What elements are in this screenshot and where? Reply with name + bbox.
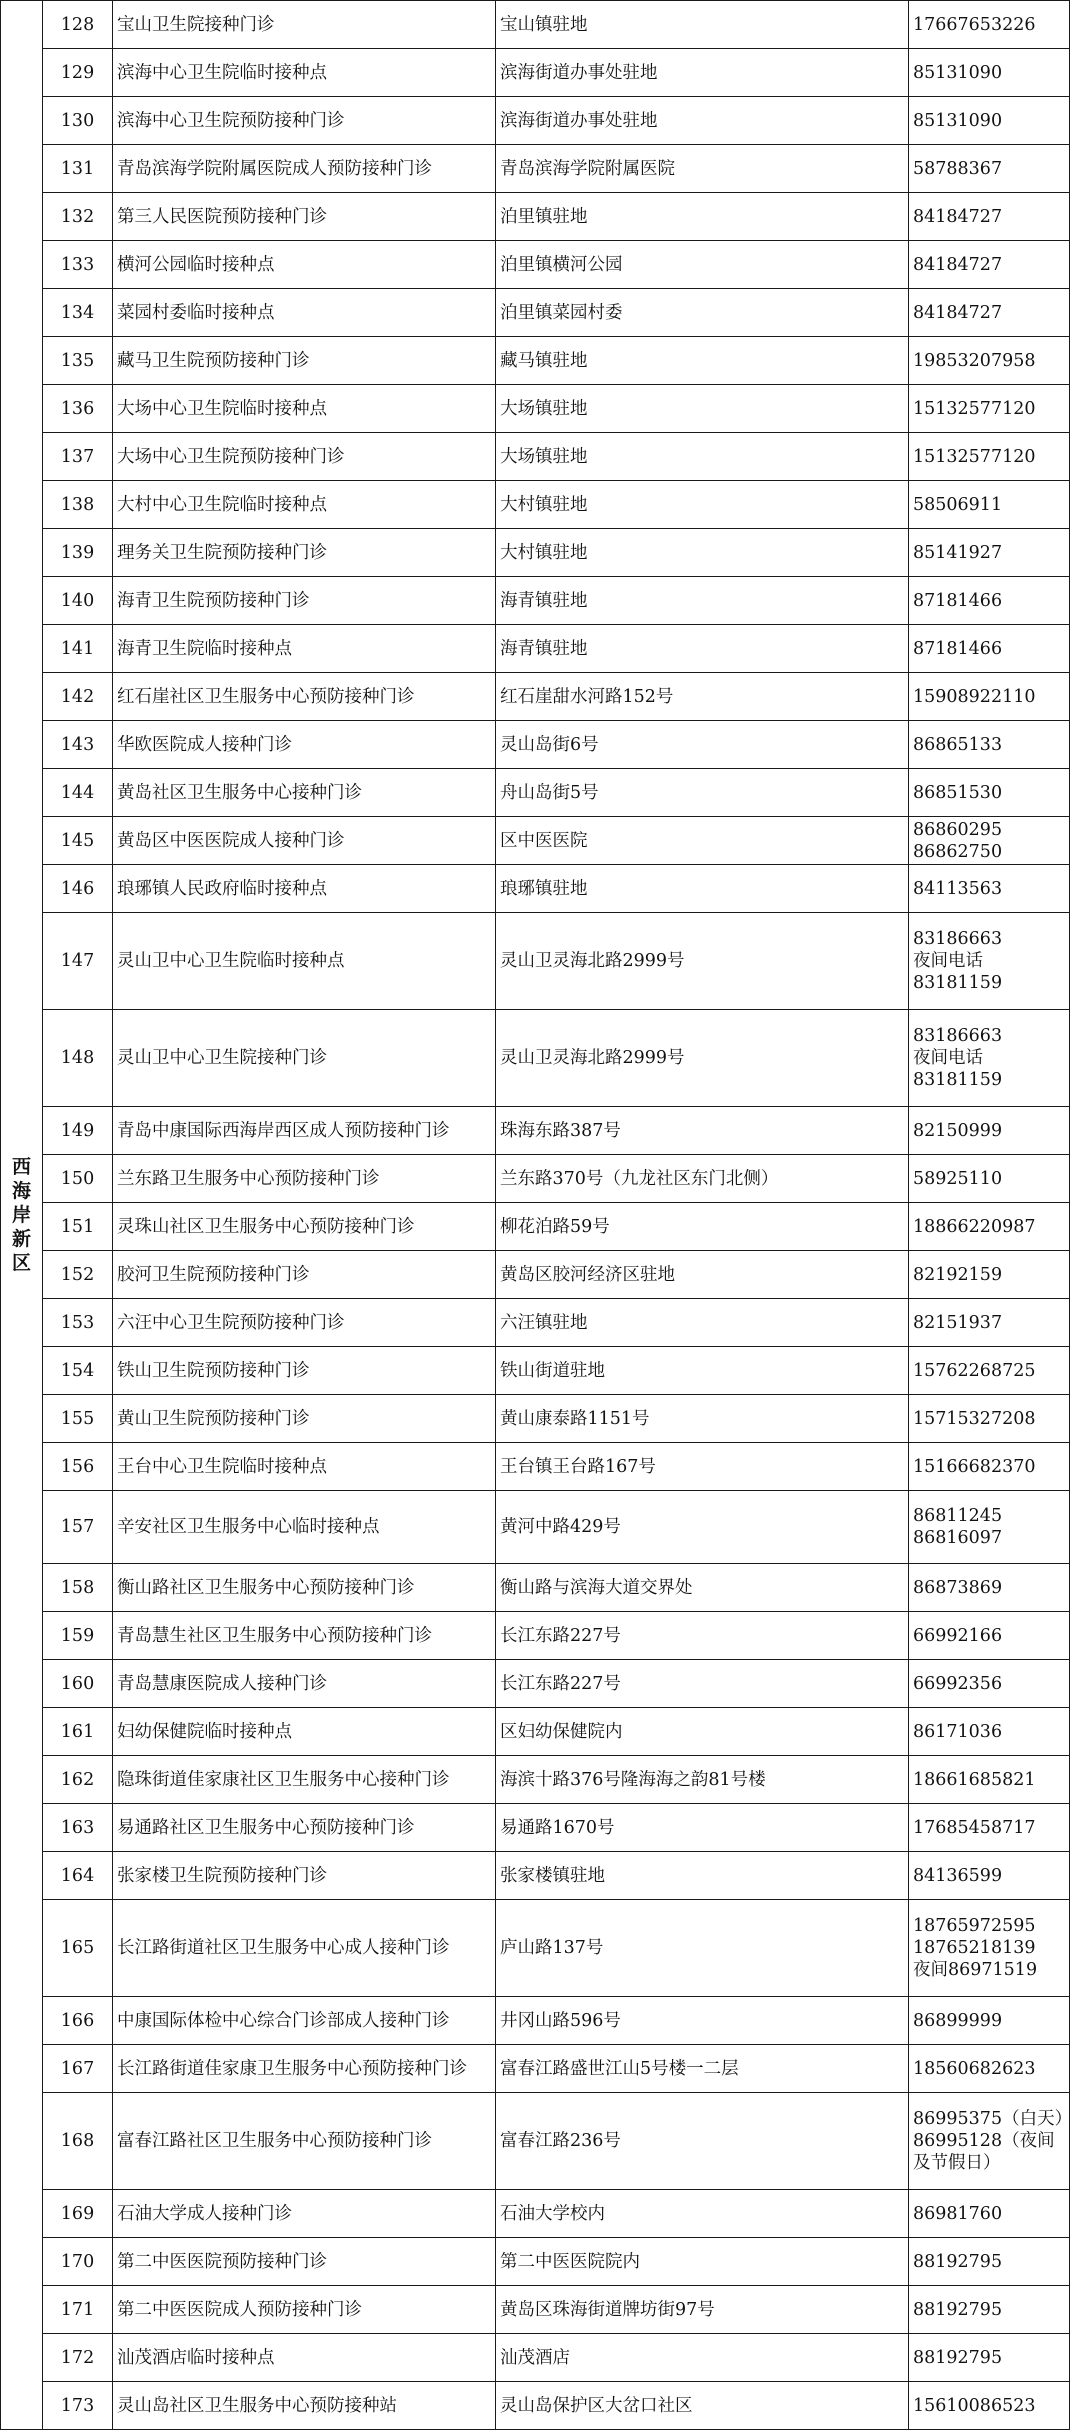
row-number-cell: 138 bbox=[43, 481, 113, 529]
table-row bbox=[1, 1155, 1070, 1203]
phone-cell: 84184727 bbox=[909, 289, 1070, 337]
address-cell: 海滨十路376号隆海海之韵81号楼 bbox=[496, 1756, 909, 1804]
address-cell: 柳花泊路59号 bbox=[496, 1203, 909, 1251]
site-name-cell: 滨海中心卫生院预防接种门诊 bbox=[113, 97, 496, 145]
row-number-cell: 160 bbox=[43, 1660, 113, 1708]
site-name-cell: 理务关卫生院预防接种门诊 bbox=[113, 529, 496, 577]
phone-cell: 58788367 bbox=[909, 145, 1070, 193]
site-name-cell: 青岛慧生社区卫生服务中心预防接种门诊 bbox=[113, 1612, 496, 1660]
table-row bbox=[1, 193, 1070, 241]
site-name-cell: 大场中心卫生院临时接种点 bbox=[113, 385, 496, 433]
phone-cell: 85131090 bbox=[909, 97, 1070, 145]
site-name-cell: 石油大学成人接种门诊 bbox=[113, 2190, 496, 2238]
table-row bbox=[1, 1660, 1070, 1708]
row-number-cell: 152 bbox=[43, 1251, 113, 1299]
region-cell: 西海岸新区 bbox=[1, 1, 43, 2430]
address-cell: 黄岛区胶河经济区驻地 bbox=[496, 1251, 909, 1299]
row-number-cell: 139 bbox=[43, 529, 113, 577]
phone-cell: 86981760 bbox=[909, 2190, 1070, 2238]
address-cell: 长江东路227号 bbox=[496, 1660, 909, 1708]
site-name-cell: 大场中心卫生院预防接种门诊 bbox=[113, 433, 496, 481]
row-number-cell: 168 bbox=[43, 2093, 113, 2190]
phone-cell: 58925110 bbox=[909, 1155, 1070, 1203]
address-cell: 铁山街道驻地 bbox=[496, 1347, 909, 1395]
site-name-cell: 第二中医医院成人预防接种门诊 bbox=[113, 2286, 496, 2334]
site-name-cell: 黄岛社区卫生服务中心接种门诊 bbox=[113, 769, 496, 817]
table-row bbox=[1, 1491, 1070, 1564]
table-row bbox=[1, 577, 1070, 625]
address-cell: 黄山康泰路1151号 bbox=[496, 1395, 909, 1443]
table-row bbox=[1, 337, 1070, 385]
table-row bbox=[1, 673, 1070, 721]
address-cell: 红石崖甜水河路152号 bbox=[496, 673, 909, 721]
address-cell: 区妇幼保健院内 bbox=[496, 1708, 909, 1756]
address-cell: 珠海东路387号 bbox=[496, 1107, 909, 1155]
row-number-cell: 173 bbox=[43, 2382, 113, 2430]
row-number-cell: 151 bbox=[43, 1203, 113, 1251]
site-name-cell: 张家楼卫生院预防接种门诊 bbox=[113, 1852, 496, 1900]
row-number-cell: 155 bbox=[43, 1395, 113, 1443]
row-number-cell: 128 bbox=[43, 1, 113, 49]
phone-cell: 86865133 bbox=[909, 721, 1070, 769]
site-name-cell: 灵珠山社区卫生服务中心预防接种门诊 bbox=[113, 1203, 496, 1251]
phone-cell: 83186663 夜间电话 83181159 bbox=[909, 913, 1070, 1010]
row-number-cell: 143 bbox=[43, 721, 113, 769]
phone-cell: 86171036 bbox=[909, 1708, 1070, 1756]
site-name-cell: 兰东路卫生服务中心预防接种门诊 bbox=[113, 1155, 496, 1203]
table-row bbox=[1, 49, 1070, 97]
phone-cell: 15132577120 bbox=[909, 433, 1070, 481]
row-number-cell: 165 bbox=[43, 1900, 113, 1997]
row-number-cell: 136 bbox=[43, 385, 113, 433]
phone-cell: 88192795 bbox=[909, 2334, 1070, 2382]
address-cell: 滨海街道办事处驻地 bbox=[496, 97, 909, 145]
phone-cell: 17667653226 bbox=[909, 1, 1070, 49]
site-name-cell: 王台中心卫生院临时接种点 bbox=[113, 1443, 496, 1491]
site-name-cell: 红石崖社区卫生服务中心预防接种门诊 bbox=[113, 673, 496, 721]
site-name-cell: 横河公园临时接种点 bbox=[113, 241, 496, 289]
row-number-cell: 166 bbox=[43, 1997, 113, 2045]
site-name-cell: 中康国际体检中心综合门诊部成人接种门诊 bbox=[113, 1997, 496, 2045]
phone-cell: 88192795 bbox=[909, 2286, 1070, 2334]
phone-cell: 82151937 bbox=[909, 1299, 1070, 1347]
site-name-cell: 妇幼保健院临时接种点 bbox=[113, 1708, 496, 1756]
phone-cell: 82150999 bbox=[909, 1107, 1070, 1155]
site-name-cell: 海青卫生院预防接种门诊 bbox=[113, 577, 496, 625]
table-row bbox=[1, 1010, 1070, 1107]
table-row bbox=[1, 529, 1070, 577]
site-name-cell: 青岛滨海学院附属医院成人预防接种门诊 bbox=[113, 145, 496, 193]
table-row bbox=[1, 145, 1070, 193]
table-row bbox=[1, 1900, 1070, 1997]
address-cell: 兰东路370号（九龙社区东门北侧） bbox=[496, 1155, 909, 1203]
row-number-cell: 158 bbox=[43, 1564, 113, 1612]
table-row bbox=[1, 2190, 1070, 2238]
row-number-cell: 132 bbox=[43, 193, 113, 241]
row-number-cell: 172 bbox=[43, 2334, 113, 2382]
address-cell: 衡山路与滨海大道交界处 bbox=[496, 1564, 909, 1612]
row-number-cell: 171 bbox=[43, 2286, 113, 2334]
table-row bbox=[1, 2238, 1070, 2286]
site-name-cell: 青岛中康国际西海岸西区成人预防接种门诊 bbox=[113, 1107, 496, 1155]
row-number-cell: 153 bbox=[43, 1299, 113, 1347]
table-row bbox=[1, 97, 1070, 145]
site-name-cell: 六汪中心卫生院预防接种门诊 bbox=[113, 1299, 496, 1347]
address-cell: 舟山岛街5号 bbox=[496, 769, 909, 817]
site-name-cell: 第二中医医院预防接种门诊 bbox=[113, 2238, 496, 2286]
row-number-cell: 146 bbox=[43, 865, 113, 913]
table-row bbox=[1, 865, 1070, 913]
site-name-cell: 富春江路社区卫生服务中心预防接种门诊 bbox=[113, 2093, 496, 2190]
address-cell: 六汪镇驻地 bbox=[496, 1299, 909, 1347]
table-row bbox=[1, 1251, 1070, 1299]
address-cell: 海青镇驻地 bbox=[496, 577, 909, 625]
address-cell: 灵山岛街6号 bbox=[496, 721, 909, 769]
row-number-cell: 150 bbox=[43, 1155, 113, 1203]
row-number-cell: 149 bbox=[43, 1107, 113, 1155]
phone-cell: 87181466 bbox=[909, 577, 1070, 625]
site-name-cell: 灵山卫中心卫生院临时接种点 bbox=[113, 913, 496, 1010]
phone-cell: 86811245 86816097 bbox=[909, 1491, 1070, 1564]
table-row bbox=[1, 289, 1070, 337]
phone-cell: 66992356 bbox=[909, 1660, 1070, 1708]
table-row bbox=[1, 433, 1070, 481]
site-name-cell: 琅琊镇人民政府临时接种点 bbox=[113, 865, 496, 913]
site-name-cell: 隐珠街道佳家康社区卫生服务中心接种门诊 bbox=[113, 1756, 496, 1804]
table-row bbox=[1, 2045, 1070, 2093]
table-row bbox=[1, 1804, 1070, 1852]
site-name-cell: 汕茂酒店临时接种点 bbox=[113, 2334, 496, 2382]
table-body bbox=[1, 1, 1070, 2430]
site-name-cell: 海青卫生院临时接种点 bbox=[113, 625, 496, 673]
phone-cell: 86873869 bbox=[909, 1564, 1070, 1612]
table-row bbox=[1, 1395, 1070, 1443]
row-number-cell: 137 bbox=[43, 433, 113, 481]
address-cell: 张家楼镇驻地 bbox=[496, 1852, 909, 1900]
address-cell: 富春江路236号 bbox=[496, 2093, 909, 2190]
phone-cell: 15132577120 bbox=[909, 385, 1070, 433]
row-number-cell: 135 bbox=[43, 337, 113, 385]
address-cell: 富春江路盛世江山5号楼一二层 bbox=[496, 2045, 909, 2093]
site-name-cell: 藏马卫生院预防接种门诊 bbox=[113, 337, 496, 385]
row-number-cell: 140 bbox=[43, 577, 113, 625]
phone-cell: 88192795 bbox=[909, 2238, 1070, 2286]
phone-cell: 83186663 夜间电话 83181159 bbox=[909, 1010, 1070, 1107]
table-row bbox=[1, 1612, 1070, 1660]
address-cell: 灵山卫灵海北路2999号 bbox=[496, 1010, 909, 1107]
row-number-cell: 159 bbox=[43, 1612, 113, 1660]
phone-cell: 87181466 bbox=[909, 625, 1070, 673]
address-cell: 大村镇驻地 bbox=[496, 529, 909, 577]
row-number-cell: 131 bbox=[43, 145, 113, 193]
phone-cell: 86851530 bbox=[909, 769, 1070, 817]
site-name-cell: 第三人民医院预防接种门诊 bbox=[113, 193, 496, 241]
table-row bbox=[1, 1852, 1070, 1900]
table-row bbox=[1, 2382, 1070, 2430]
table-row bbox=[1, 769, 1070, 817]
phone-cell: 18661685821 bbox=[909, 1756, 1070, 1804]
table-row bbox=[1, 625, 1070, 673]
site-name-cell: 黄山卫生院预防接种门诊 bbox=[113, 1395, 496, 1443]
row-number-cell: 148 bbox=[43, 1010, 113, 1107]
address-cell: 灵山岛保护区大岔口社区 bbox=[496, 2382, 909, 2430]
table-row bbox=[1, 1443, 1070, 1491]
table-row bbox=[1, 2286, 1070, 2334]
row-number-cell: 130 bbox=[43, 97, 113, 145]
site-name-cell: 长江路街道佳家康卫生服务中心预防接种门诊 bbox=[113, 2045, 496, 2093]
phone-cell: 86899999 bbox=[909, 1997, 1070, 2045]
site-name-cell: 菜园村委临时接种点 bbox=[113, 289, 496, 337]
table-row bbox=[1, 1203, 1070, 1251]
phone-cell: 15166682370 bbox=[909, 1443, 1070, 1491]
address-cell: 大村镇驻地 bbox=[496, 481, 909, 529]
table-row bbox=[1, 721, 1070, 769]
phone-cell: 15715327208 bbox=[909, 1395, 1070, 1443]
table-row bbox=[1, 1299, 1070, 1347]
phone-cell: 85131090 bbox=[909, 49, 1070, 97]
site-name-cell: 易通路社区卫生服务中心预防接种门诊 bbox=[113, 1804, 496, 1852]
phone-cell: 15762268725 bbox=[909, 1347, 1070, 1395]
phone-cell: 17685458717 bbox=[909, 1804, 1070, 1852]
row-number-cell: 167 bbox=[43, 2045, 113, 2093]
table-row bbox=[1, 1756, 1070, 1804]
phone-cell: 84136599 bbox=[909, 1852, 1070, 1900]
address-cell: 石油大学校内 bbox=[496, 2190, 909, 2238]
site-name-cell: 铁山卫生院预防接种门诊 bbox=[113, 1347, 496, 1395]
address-cell: 黄河中路429号 bbox=[496, 1491, 909, 1564]
phone-cell: 15908922110 bbox=[909, 673, 1070, 721]
site-name-cell: 灵山岛社区卫生服务中心预防接种站 bbox=[113, 2382, 496, 2430]
address-cell: 海青镇驻地 bbox=[496, 625, 909, 673]
address-cell: 青岛滨海学院附属医院 bbox=[496, 145, 909, 193]
table-row bbox=[1, 817, 1070, 865]
row-number-cell: 129 bbox=[43, 49, 113, 97]
address-cell: 区中医医院 bbox=[496, 817, 909, 865]
address-cell: 藏马镇驻地 bbox=[496, 337, 909, 385]
table-row bbox=[1, 1347, 1070, 1395]
site-name-cell: 大村中心卫生院临时接种点 bbox=[113, 481, 496, 529]
site-name-cell: 胶河卫生院预防接种门诊 bbox=[113, 1251, 496, 1299]
phone-cell: 66992166 bbox=[909, 1612, 1070, 1660]
address-cell: 琅琊镇驻地 bbox=[496, 865, 909, 913]
table-row bbox=[1, 1997, 1070, 2045]
phone-cell: 84184727 bbox=[909, 241, 1070, 289]
row-number-cell: 142 bbox=[43, 673, 113, 721]
phone-cell: 18560682623 bbox=[909, 2045, 1070, 2093]
site-name-cell: 黄岛区中医医院成人接种门诊 bbox=[113, 817, 496, 865]
address-cell: 长江东路227号 bbox=[496, 1612, 909, 1660]
address-cell: 泊里镇菜园村委 bbox=[496, 289, 909, 337]
table-row bbox=[1, 2334, 1070, 2382]
table-row bbox=[1, 2093, 1070, 2190]
row-number-cell: 133 bbox=[43, 241, 113, 289]
address-cell: 泊里镇驻地 bbox=[496, 193, 909, 241]
address-cell: 灵山卫灵海北路2999号 bbox=[496, 913, 909, 1010]
address-cell: 宝山镇驻地 bbox=[496, 1, 909, 49]
site-name-cell: 宝山卫生院接种门诊 bbox=[113, 1, 496, 49]
row-number-cell: 144 bbox=[43, 769, 113, 817]
site-name-cell: 衡山路社区卫生服务中心预防接种门诊 bbox=[113, 1564, 496, 1612]
row-number-cell: 164 bbox=[43, 1852, 113, 1900]
phone-cell: 85141927 bbox=[909, 529, 1070, 577]
address-cell: 第二中医医院院内 bbox=[496, 2238, 909, 2286]
row-number-cell: 141 bbox=[43, 625, 113, 673]
address-cell: 大场镇驻地 bbox=[496, 385, 909, 433]
site-name-cell: 华欧医院成人接种门诊 bbox=[113, 721, 496, 769]
address-cell: 易通路1670号 bbox=[496, 1804, 909, 1852]
table-row bbox=[1, 1708, 1070, 1756]
table-row bbox=[1, 241, 1070, 289]
row-number-cell: 156 bbox=[43, 1443, 113, 1491]
site-name-cell: 辛安社区卫生服务中心临时接种点 bbox=[113, 1491, 496, 1564]
address-cell: 大场镇驻地 bbox=[496, 433, 909, 481]
phone-cell: 18866220987 bbox=[909, 1203, 1070, 1251]
table-row bbox=[1, 385, 1070, 433]
site-name-cell: 青岛慧康医院成人接种门诊 bbox=[113, 1660, 496, 1708]
site-name-cell: 滨海中心卫生院临时接种点 bbox=[113, 49, 496, 97]
phone-cell: 18765972595 18765218139 夜间86971519 bbox=[909, 1900, 1070, 1997]
row-number-cell: 157 bbox=[43, 1491, 113, 1564]
phone-cell: 84184727 bbox=[909, 193, 1070, 241]
row-number-cell: 154 bbox=[43, 1347, 113, 1395]
address-cell: 庐山路137号 bbox=[496, 1900, 909, 1997]
row-number-cell: 161 bbox=[43, 1708, 113, 1756]
table-row bbox=[1, 913, 1070, 1010]
row-number-cell: 145 bbox=[43, 817, 113, 865]
row-number-cell: 147 bbox=[43, 913, 113, 1010]
phone-cell: 84113563 bbox=[909, 865, 1070, 913]
address-cell: 汕茂酒店 bbox=[496, 2334, 909, 2382]
table-row bbox=[1, 1, 1070, 49]
address-cell: 泊里镇横河公园 bbox=[496, 241, 909, 289]
row-number-cell: 163 bbox=[43, 1804, 113, 1852]
phone-cell: 58506911 bbox=[909, 481, 1070, 529]
phone-cell: 86860295 86862750 bbox=[909, 817, 1070, 865]
table-row bbox=[1, 1564, 1070, 1612]
phone-cell: 15610086523 bbox=[909, 2382, 1070, 2430]
row-number-cell: 162 bbox=[43, 1756, 113, 1804]
row-number-cell: 170 bbox=[43, 2238, 113, 2286]
phone-cell: 82192159 bbox=[909, 1251, 1070, 1299]
row-number-cell: 169 bbox=[43, 2190, 113, 2238]
table-row bbox=[1, 481, 1070, 529]
site-name-cell: 长江路街道社区卫生服务中心成人接种门诊 bbox=[113, 1900, 496, 1997]
address-cell: 黄岛区珠海街道牌坊街97号 bbox=[496, 2286, 909, 2334]
phone-cell: 19853207958 bbox=[909, 337, 1070, 385]
phone-cell: 86995375（白天）86995128（夜间及节假日） bbox=[909, 2093, 1070, 2190]
address-cell: 井冈山路596号 bbox=[496, 1997, 909, 2045]
row-number-cell: 134 bbox=[43, 289, 113, 337]
table-row bbox=[1, 1107, 1070, 1155]
address-cell: 王台镇王台路167号 bbox=[496, 1443, 909, 1491]
address-cell: 滨海街道办事处驻地 bbox=[496, 49, 909, 97]
site-name-cell: 灵山卫中心卫生院接种门诊 bbox=[113, 1010, 496, 1107]
